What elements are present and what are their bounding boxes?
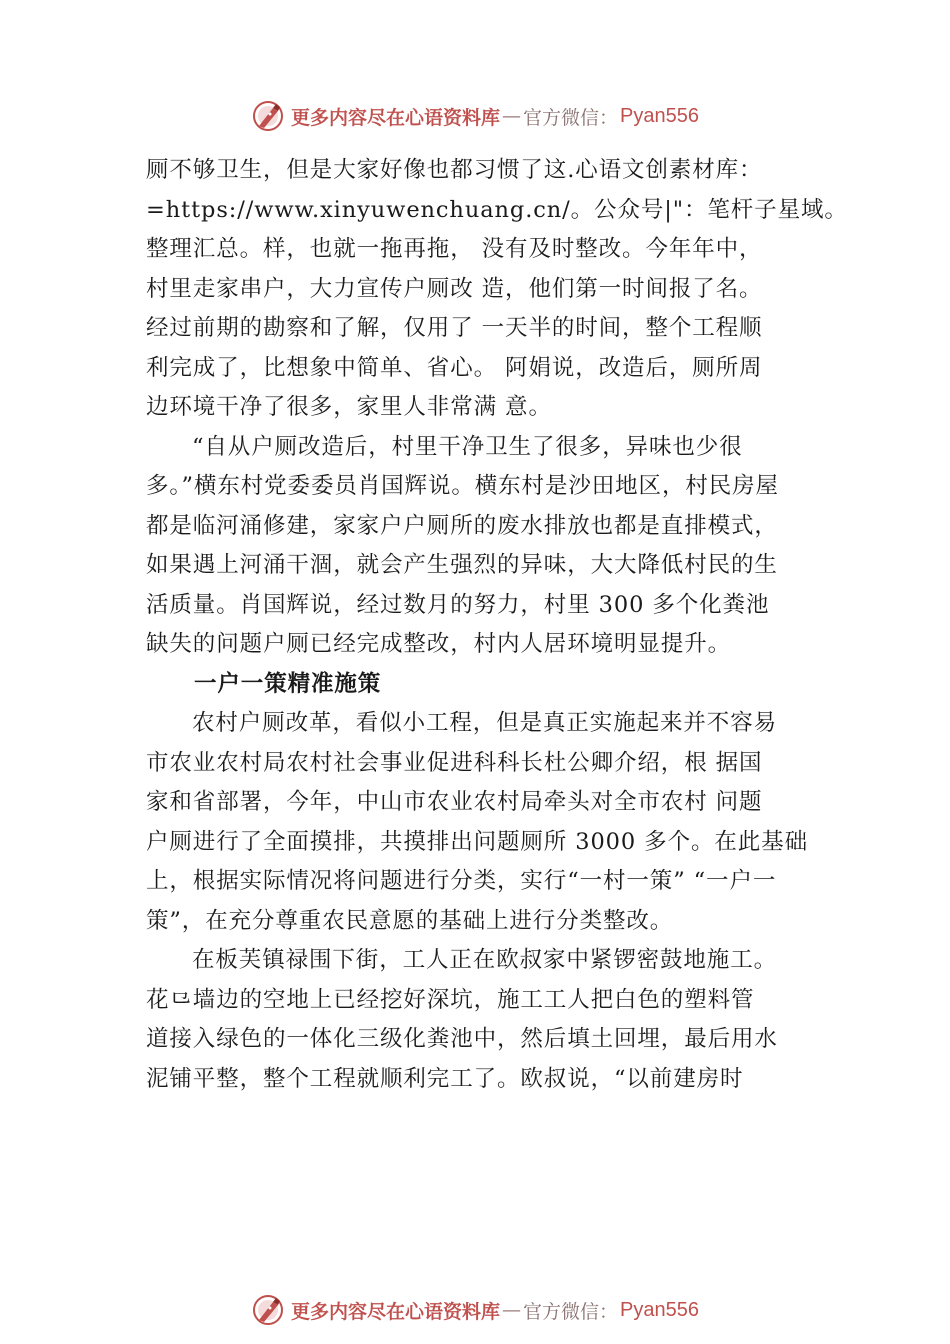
text-line: 整理汇总。样，也就一拖再拖， 没有及时整改。今年年中， [146,236,763,262]
banner-brand: 更多内容尽在心语资料库 [291,1300,501,1323]
text-line: 道接入绿色的一体化三级化粪池中，然后填土回埋，最后用水 [146,1026,778,1052]
text-line: 在板芙镇禄围下街，工人正在欧叔家中紧锣密鼓地施工。 [192,947,778,973]
banner-separator: — [502,1299,522,1321]
text-line: 农村户厕改革，看似小工程，但是真正实施起来并不容易 [192,710,778,736]
banner-brand: 更多内容尽在心语资料库 [291,106,501,129]
text-line: 户厕进行了全面摸排，共摸排出问题厕所 3000 多个。在此基础 [146,828,808,855]
header-banner [0,96,950,136]
text-line: 多。”横东村党委委员肖国辉说。横东村是沙田地区，村民房屋 [146,473,779,499]
text-line: 都是临河涌修建，家家户户厕所的废水排放也都是直排模式， [146,512,778,539]
text-line: 村里走家串户，大力宣传户厕改 造，他们第一时间报了名。 [146,275,763,302]
fountain-pen-logo-icon [251,99,285,133]
text-line: 策”，在充分尊重农民意愿的基础上进行分类整改。 [146,907,674,934]
banner-official-label: 官方微信： [523,1300,619,1323]
section-heading: 一户一策精准施策 [194,670,382,697]
banner-official-label: 官方微信： [523,106,619,129]
text-line: “自从户厕改造后，村里干净卫生了很多，异味也少很 [192,433,743,460]
text-line: =https://www.xinyuwenchuang.cn/。公众号|"：笔杆子星域。 [146,196,848,223]
text-line: 缺失的问题户厕已经完成整改，村内人居环境明显提升。 [146,631,732,657]
text-line: 如果遇上河涌干涸，就会产生强烈的异味，大大降低村民的生 [146,552,778,578]
text-line: 厕不够卫生，但是大家好像也都习惯了这.心语文创素材库： [146,157,763,183]
article-body [146,151,848,1099]
text-line: 边环境干净了很多，家里人非常满 意。 [146,394,552,420]
text-line: 利完成了，比想象中简单、省心。 阿娟说，改造后，厕所周 [146,354,763,381]
fountain-pen-logo-icon [251,1293,285,1327]
text-line: 泥铺平整，整个工程就顺利完工了。欧叔说，“以前建房时 [146,1065,744,1092]
banner-wechat-handle: Pyan556 [620,104,699,127]
text-line: 活质量。肖国辉说，经过数月的努力，村里 300 多个化粪池 [146,591,770,618]
text-line: 家和省部署，今年，中山市农业农村局牵头对全市农村 问题 [146,789,763,815]
text-line: 花⺋墙边的空地上已经挖好深坑，施工工人把白色的塑料管 [146,986,755,1013]
text-line: 市农业农村局农村社会事业促进科科长杜公卿介绍，根 据国 [146,749,763,776]
banner-wechat-handle: Pyan556 [620,1298,699,1321]
footer-banner [0,1290,950,1330]
text-line: 上，根据实际情况将问题进行分类，实行“一村一策” “一户一 [146,868,777,894]
text-line: 经过前期的勘察和了解，仅用了 一天半的时间，整个工程顺 [146,315,763,341]
banner-separator: — [502,105,522,127]
